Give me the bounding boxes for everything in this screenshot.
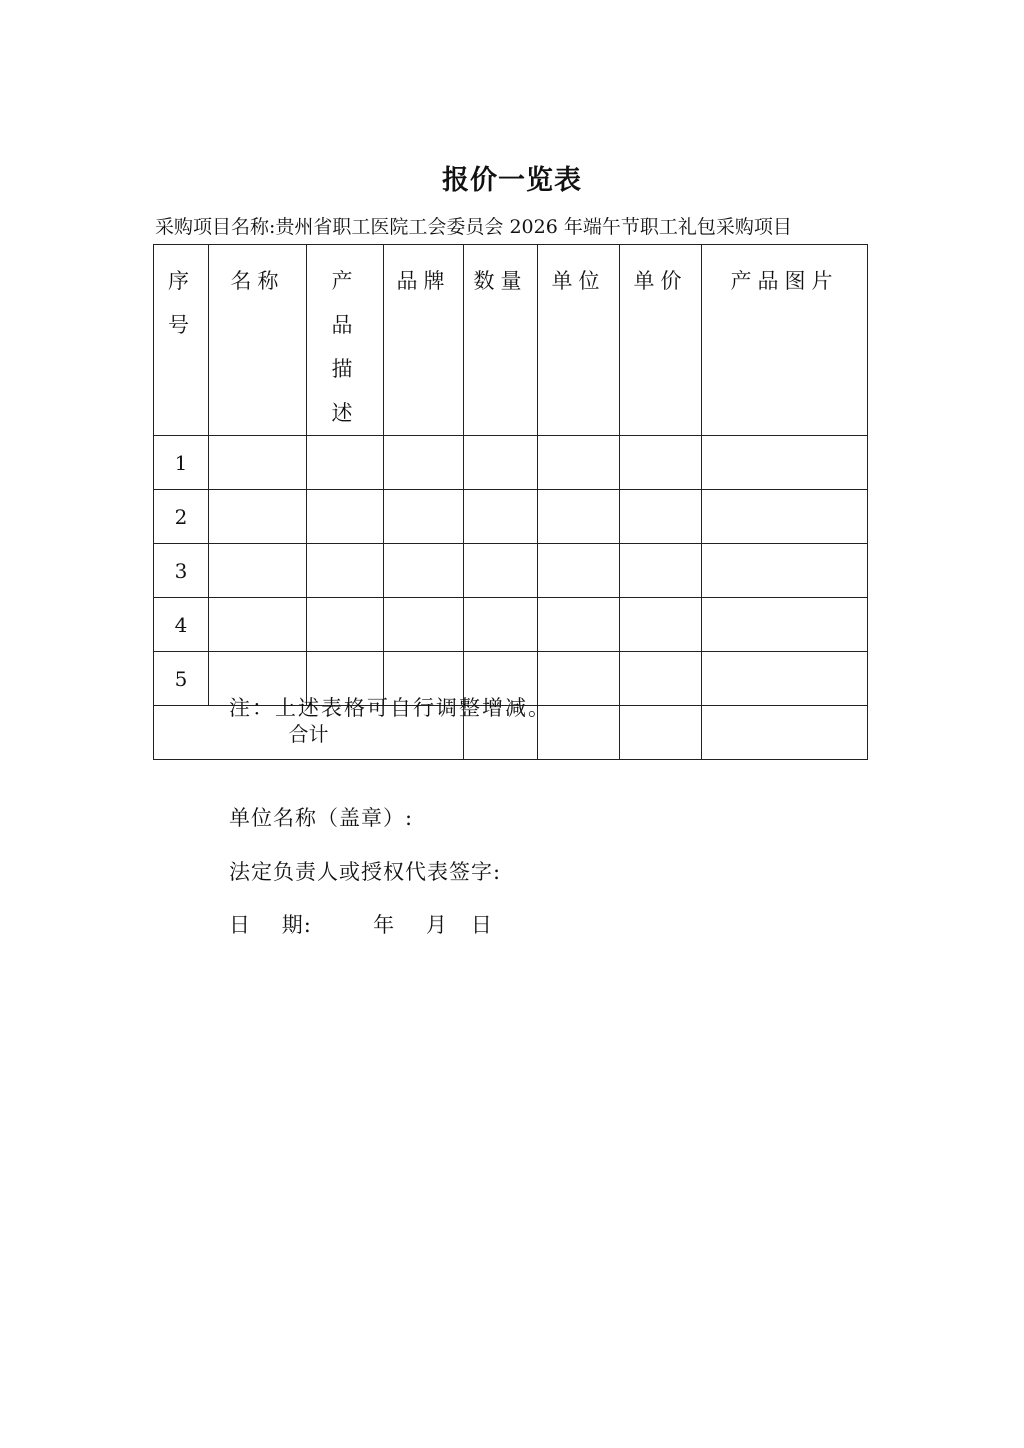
project-name-line: 采购项目名称:贵州省职工医院工会委员会 2026 年端午节职工礼包采购项目 bbox=[155, 216, 792, 238]
quote-table bbox=[153, 244, 868, 760]
header-unit: 单位 bbox=[538, 245, 620, 436]
header-name: 名称 bbox=[209, 245, 307, 436]
header-description: 产品描述 bbox=[307, 245, 384, 436]
row-index: 2 bbox=[154, 490, 209, 544]
row-index: 5 bbox=[154, 652, 209, 706]
row-index: 1 bbox=[154, 436, 209, 490]
legal-rep-signature-line: 法定负责人或授权代表签字: bbox=[229, 860, 502, 884]
row-index: 4 bbox=[154, 598, 209, 652]
date-line: 日 期: 年 月 日 bbox=[229, 913, 493, 937]
table-note: 注：上述表格可自行调整增减。 bbox=[229, 696, 551, 720]
header-unit-price: 单价 bbox=[620, 245, 702, 436]
header-brand: 品牌 bbox=[384, 245, 464, 436]
page-title: 报价一览表 bbox=[442, 165, 582, 196]
unit-seal-line: 单位名称（盖章）: bbox=[229, 806, 414, 830]
total-label: 合计 bbox=[154, 706, 464, 760]
header-index: 序号 bbox=[154, 245, 209, 436]
table-header-row bbox=[154, 245, 868, 436]
header-quantity: 数量 bbox=[464, 245, 538, 436]
table-row bbox=[154, 598, 868, 652]
table-row bbox=[154, 436, 868, 490]
header-product-image: 产品图片 bbox=[702, 245, 868, 436]
row-index: 3 bbox=[154, 544, 209, 598]
table-row bbox=[154, 490, 868, 544]
table-row bbox=[154, 544, 868, 598]
